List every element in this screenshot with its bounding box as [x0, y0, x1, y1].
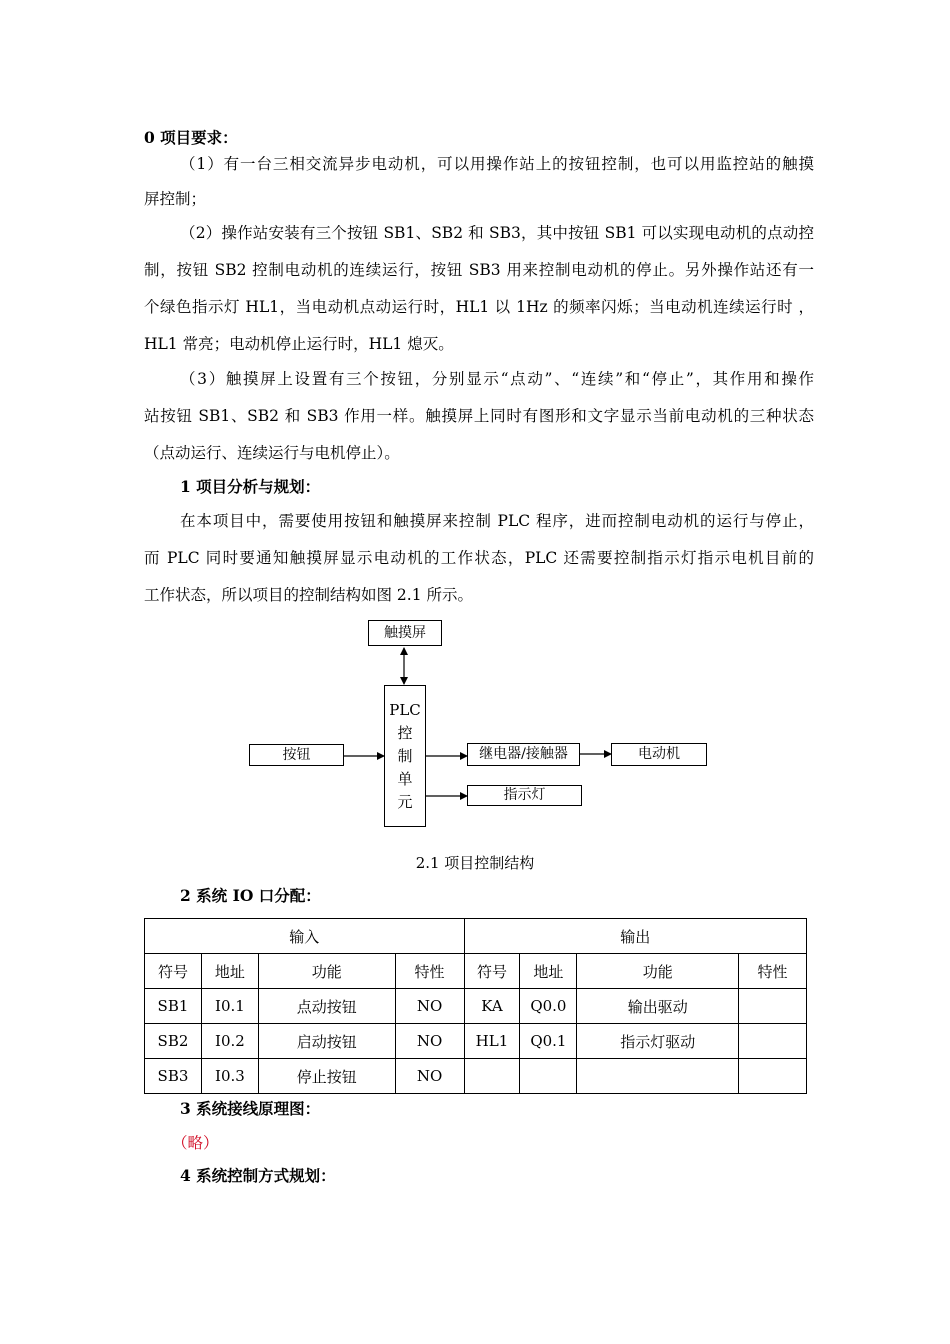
table-cell: I0.3 [201, 1059, 258, 1094]
column-header: 地址 [201, 954, 258, 989]
section-4-heading: 4 系统控制方式规划： [180, 1166, 336, 1185]
table-cell: NO [395, 989, 464, 1024]
column-header: 特性 [739, 954, 807, 989]
paragraph-line: （1）有一台三相交流异步电动机，可以用操作站上的按钮控制，也可以用监控站的触摸 [180, 155, 814, 173]
table-cell: 停止按钮 [258, 1059, 395, 1094]
table-cell: HL1 [464, 1024, 520, 1059]
table-cell: Q0.0 [520, 989, 577, 1024]
table-cell: SB1 [145, 989, 202, 1024]
paragraph-line: 屏控制； [144, 190, 207, 208]
table-cell: 输出驱动 [577, 989, 739, 1024]
paragraph-line: 而 PLC 同时要通知触摸屏显示电动机的工作状态，PLC 还需要控制指示灯指示电机目前的 [144, 549, 814, 567]
paragraph-line: 站按钮 SB1、SB2 和 SB3 作用一样。触摸屏上同时有图形和文字显示当前电动机的三种状态 [144, 407, 814, 425]
figure-caption: 2.1 项目控制结构 [415, 854, 535, 872]
plc-control-unit-box [384, 685, 426, 827]
omitted-note: （略） [172, 1134, 219, 1152]
table-cell: 点动按钮 [258, 989, 395, 1024]
plc-label-line: 控 [397, 723, 413, 742]
table-cell: 指示灯驱动 [577, 1024, 739, 1059]
section-3-heading: 3 系统接线原理图： [180, 1099, 321, 1118]
section-0-heading: 0 项目要求： [144, 128, 238, 147]
table-row [145, 1059, 807, 1094]
table-row [145, 1024, 807, 1059]
paragraph-line: 在本项目中，需要使用按钮和触摸屏来控制 PLC 程序，进而控制电动机的运行与停止， [180, 512, 814, 530]
table-cell: Q0.1 [520, 1024, 577, 1059]
indicator-lamp-box: 指示灯 [467, 785, 582, 806]
section-1-heading: 1 项目分析与规划： [180, 477, 321, 496]
plc-label-line: 元 [397, 792, 413, 811]
relay-contactor-box: 继电器/接触器 [467, 743, 580, 766]
paragraph-line: 工作状态，所以项目的控制结构如图 2.1 所示。 [144, 586, 474, 604]
column-header: 功能 [577, 954, 739, 989]
table-cell: NO [395, 1059, 464, 1094]
motor-box: 电动机 [611, 743, 707, 766]
table-cell: KA [464, 989, 520, 1024]
paragraph-line: 制，按钮 SB2 控制电动机的连续运行，按钮 SB3 用来控制电动机的停止。另外操作站还有一 [144, 261, 814, 279]
table-cell: 启动按钮 [258, 1024, 395, 1059]
button-box: 按钮 [249, 744, 344, 766]
table-cell [577, 1059, 739, 1094]
table-cell: SB3 [145, 1059, 202, 1094]
plc-label-line: PLC [389, 700, 421, 719]
column-header: 特性 [395, 954, 464, 989]
plc-label-line: 单 [397, 769, 413, 788]
plc-label-line: 制 [397, 746, 413, 765]
table-cell: I0.1 [201, 989, 258, 1024]
output-group-header: 输出 [464, 919, 807, 954]
column-header: 功能 [258, 954, 395, 989]
table-column-header-row [145, 954, 807, 989]
column-header: 符号 [145, 954, 202, 989]
column-header: 地址 [520, 954, 577, 989]
column-header: 符号 [464, 954, 520, 989]
table-cell [739, 1059, 807, 1094]
table-cell [520, 1059, 577, 1094]
io-assignment-table [144, 918, 807, 1094]
table-cell: NO [395, 1024, 464, 1059]
paragraph-line: （点动运行、连续运行与电机停止）。 [144, 444, 400, 462]
paragraph-line: HL1 常亮；电动机停止运行时，HL1 熄灭。 [144, 335, 454, 353]
touchscreen-box: 触摸屏 [368, 620, 442, 646]
table-group-header-row [145, 919, 807, 954]
table-cell: I0.2 [201, 1024, 258, 1059]
table-cell [739, 989, 807, 1024]
table-cell: SB2 [145, 1024, 202, 1059]
table-cell [739, 1024, 807, 1059]
paragraph-line: （3）触摸屏上设置有三个按钮，分别显示“点动”、“连续”和“停止”，其作用和操作 [180, 370, 814, 388]
paragraph-line: 个绿色指示灯 HL1，当电动机点动运行时，HL1 以 1Hz 的频率闪烁；当电动机连续运行时 ， [144, 298, 814, 316]
section-2-heading: 2 系统 IO 口分配： [180, 886, 321, 905]
input-group-header: 输入 [145, 919, 465, 954]
table-cell [464, 1059, 520, 1094]
table-row [145, 989, 807, 1024]
paragraph-line: （2）操作站安装有三个按钮 SB1、SB2 和 SB3，其中按钮 SB1 可以实现电动机的点动控 [180, 224, 814, 242]
